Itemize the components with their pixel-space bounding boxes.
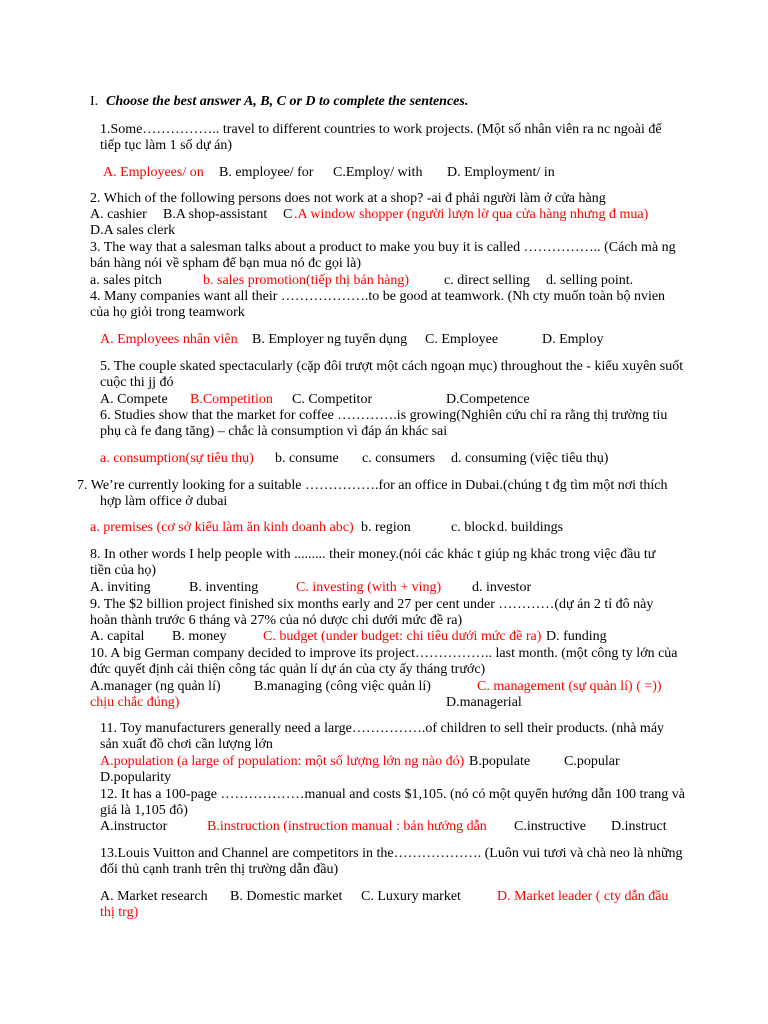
q6-question-line2: phụ cà fe đang tăng) – chắc là consumption vì đáp án khác sai bbox=[100, 424, 448, 439]
q6-option-c[interactable]: c. consumers bbox=[362, 451, 436, 466]
q1-option-a[interactable]: A. Employees/ on bbox=[103, 165, 204, 180]
q3-option-d[interactable]: d. selling point. bbox=[546, 273, 634, 288]
q13-option-c[interactable]: C. Luxury market bbox=[361, 889, 461, 904]
q12-option-b[interactable]: B.instruction (instruction manual : bản hướng dẫn bbox=[207, 819, 487, 834]
q9-question-line1: 9. The $2 billion project finished six months early and 27 per cent under …………(dự án 2 tỉ đô này bbox=[90, 597, 654, 612]
q6-option-b[interactable]: b. consume bbox=[275, 451, 339, 466]
q4-question-line2: của họ giỏi trong teamwork bbox=[90, 305, 245, 320]
q11-option-d[interactable]: D.popularity bbox=[100, 770, 172, 785]
q8-option-a[interactable]: A. inviting bbox=[90, 580, 151, 595]
q8-option-b[interactable]: B. inventing bbox=[189, 580, 259, 595]
section-number: I. bbox=[90, 94, 99, 109]
q6-option-a[interactable]: a. consumption(sự tiêu thụ) bbox=[100, 451, 254, 466]
q2-option-d[interactable]: D.A sales clerk bbox=[90, 223, 176, 238]
q2-option-a[interactable]: A. cashier bbox=[90, 207, 147, 222]
section-instruction: Choose the best answer A, B, C or D to complete the sentences. bbox=[106, 94, 469, 109]
q9-option-b[interactable]: B. money bbox=[172, 629, 227, 644]
q3-option-b[interactable]: b. sales promotion(tiếp thị bán hàng) bbox=[203, 273, 410, 288]
q12-option-a[interactable]: A.instructor bbox=[100, 819, 168, 834]
q4-option-d[interactable]: D. Employ bbox=[542, 332, 604, 347]
q5-option-d[interactable]: D.Competence bbox=[446, 392, 530, 407]
q10-question-line2: đức quyết định cải thiện công tác quản lí dự án của cty ấy tháng trước) bbox=[90, 662, 486, 677]
q2-option-c[interactable]: .A window shopper (người lượn lờ qua cửa hàng nhưng đ mua) bbox=[294, 207, 649, 222]
q10-option-c-continued: chịu chắc đúng) bbox=[90, 695, 180, 710]
q10-option-a[interactable]: A.manager (ng quản lí) bbox=[90, 679, 221, 694]
q3-option-a[interactable]: a. sales pitch bbox=[90, 273, 162, 288]
q13-question-line1: 13.Louis Vuitton and Channel are competitors in the………………. (Luôn vui tươi và chà neo là những bbox=[100, 846, 683, 861]
q10-option-c[interactable]: C. management (sự quản lí) ( =)) bbox=[477, 679, 662, 694]
q2-option-b[interactable]: B.A shop-assistant bbox=[163, 207, 268, 222]
q2-question-line1: 2. Which of the following persons does not work at a shop? -ai đ phải người làm ở cửa hàng bbox=[90, 191, 606, 206]
q11-question-line2: sản xuất đồ chơi cần lượng lớn bbox=[100, 737, 273, 752]
q12-option-c[interactable]: C.instructive bbox=[514, 819, 586, 834]
q11-question-line1: 11. Toy manufacturers generally need a large…………….of children to sell their products. (nhà máy bbox=[100, 721, 665, 736]
q7-option-b[interactable]: b. region bbox=[361, 520, 411, 535]
q8-option-c[interactable]: C. investing (with + ving) bbox=[296, 580, 442, 595]
q11-option-c[interactable]: C.popular bbox=[564, 754, 620, 769]
q1-option-b[interactable]: B. employee/ for bbox=[219, 165, 314, 180]
q5-question-line1: 5. The couple skated spectacularly (cặp đôi trượt một cách ngoạn mục) throughout the - kiểu xuyên suốt bbox=[100, 359, 684, 374]
q5-option-a[interactable]: A. Compete bbox=[100, 392, 168, 407]
q7-question-line1: 7. We’re currently looking for a suitable …………….for an office in Dubai.(chúng t đg tìm một nơi thích bbox=[77, 478, 668, 493]
q2-option-c-letter: C bbox=[283, 207, 293, 222]
q5-option-b[interactable]: B.Competition bbox=[190, 392, 273, 407]
q13-question-line2: đối thủ cạnh tranh trên thị trường dẫn đầu) bbox=[100, 862, 339, 877]
q1-option-d[interactable]: D. Employment/ in bbox=[447, 165, 555, 180]
q4-option-a[interactable]: A. Employees nhân viên bbox=[100, 332, 238, 347]
q1-question-line2: tiếp tục làm 1 số dự án) bbox=[100, 138, 233, 153]
q4-option-c[interactable]: C. Employee bbox=[425, 332, 499, 347]
q13-option-d-continued: thị trg) bbox=[100, 905, 139, 920]
q8-question-line2: tiền của họ) bbox=[90, 563, 157, 578]
q5-option-c[interactable]: C. Competitor bbox=[292, 392, 373, 407]
q12-option-d[interactable]: D.instruct bbox=[611, 819, 667, 834]
q5-question-line2: cuộc thi jj đó bbox=[100, 375, 174, 390]
q4-option-b[interactable]: B. Employer ng tuyển dụng bbox=[252, 332, 408, 347]
q13-option-a[interactable]: A. Market research bbox=[100, 889, 208, 904]
q13-option-d[interactable]: D. Market leader ( cty dẫn đầu bbox=[497, 889, 669, 904]
q9-option-c[interactable]: C. budget (under budget: chi tiêu dưới mức đề ra) bbox=[263, 629, 542, 644]
q13-option-b[interactable]: B. Domestic market bbox=[230, 889, 343, 904]
q3-question-line2: bán hàng nói về spham để bạn mua nó đc gọi là) bbox=[90, 256, 361, 271]
q7-option-a[interactable]: a. premises (cơ sở kiểu làm ăn kinh doanh abc) bbox=[90, 520, 354, 535]
q10-option-b[interactable]: B.managing (công việc quản lí) bbox=[254, 679, 431, 694]
q4-question-line1: 4. Many companies want all their ……………….to be good at teamwork. (Nh cty muốn toàn bộ nvien bbox=[90, 289, 666, 304]
q11-option-a[interactable]: A.population (a large of population: một số lượng lớn ng nào đó) bbox=[100, 754, 465, 769]
q3-option-c[interactable]: c. direct selling bbox=[444, 273, 530, 288]
q8-option-d[interactable]: d. investor bbox=[472, 580, 532, 595]
q6-question-line1: 6. Studies show that the market for coffee ………….is growing(Nghiên cứu chỉ ra rằng thị trường tiu bbox=[100, 408, 668, 423]
q9-option-d[interactable]: D. funding bbox=[546, 629, 607, 644]
q9-option-a[interactable]: A. capital bbox=[90, 629, 145, 644]
q7-option-d[interactable]: d. buildings bbox=[497, 520, 564, 535]
q1-question-line1: 1.Some…………….. travel to different countries to work projects. (Một số nhân viên ra nc ngoài để bbox=[100, 122, 662, 137]
q7-option-c[interactable]: c. block bbox=[451, 520, 496, 535]
q6-option-d[interactable]: d. consuming (việc tiêu thụ) bbox=[451, 451, 609, 466]
q8-question-line1: 8. In other words I help people with ......... their money.(nói các khác t giúp ng khác trong việc đầu tư bbox=[90, 547, 656, 562]
q3-question-line1: 3. The way that a salesman talks about a product to make you buy it is called …………….. (Cách mà ng bbox=[90, 240, 676, 255]
q11-option-b[interactable]: B.populate bbox=[469, 754, 531, 769]
q10-question-line1: 10. A big German company decided to improve its project…………….. last month. (một công ty lớn của bbox=[90, 646, 678, 661]
q12-question-line2: giá là 1,105 đô) bbox=[100, 803, 188, 818]
q12-question-line1: 12. It has a 100-page ………………manual and costs $1,105. (nó có một quyển hướng dẫn 100 trang và bbox=[100, 787, 685, 802]
q10-option-d[interactable]: D.managerial bbox=[446, 695, 522, 710]
q9-question-line2: hoàn thành trước 6 tháng và 27% của nó dược chi dưới mức đề ra) bbox=[90, 613, 463, 628]
q7-question-line2: hợp làm office ở dubai bbox=[100, 494, 228, 509]
q1-option-c[interactable]: C.Employ/ with bbox=[333, 165, 423, 180]
